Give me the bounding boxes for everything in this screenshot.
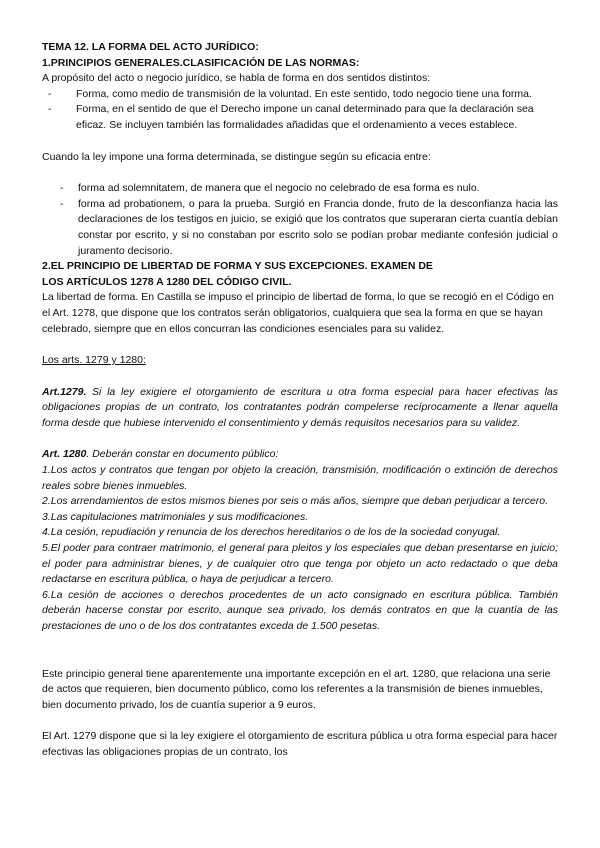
dash-marker: - — [48, 87, 52, 100]
dash-marker: - — [48, 103, 52, 116]
intro-paragraph: A propósito del acto o negocio jurídico, se habla de forma en dos sentidos distintos: — [42, 72, 431, 85]
art-1280-text: . Deberán constar en documento público: — [86, 448, 279, 461]
arts-heading: Los arts. 1279 y 1280: — [42, 354, 146, 367]
sense-text: Forma, en el sentido de que el Derecho impone un canal determinado para que la declaración sea eficaz. Se incluyen también las formalidades añadidas que el ordenamiento a veces establece. — [76, 103, 534, 131]
list-item — [42, 197, 558, 259]
art-1280-item: 3.Las capitulaciones matrimoniales y sus modificaciones. — [42, 510, 309, 523]
art-1279-text: Si la ley exigiere el otorgamiento de escritura u otra forma especial para hacer efectivas las obligaciones propias de un contrato, los contratantes podrán compelerse recíprocamente a llenar aquella forma desde que hubiese intervenido el consentimiento y demás requisitos necesarios para su validez. — [42, 385, 558, 429]
list-item-text: forma ad probationem, o para la prueba. Surgió en Francia donde, fruto de la desconfianza hacia las declaraciones de los testigos en juicio, se exigió que los contratos que superaran cierta cuantía debían constar por escrito, y si no constaban por escrito solo se podían probar mediante confesión judicial o juramento decisorio. — [78, 197, 558, 257]
art-1280-item: 1.Los actos y contratos que tengan por objeto la creación, transmisión, modificación o extinción de derechos reales sobre bienes inmuebles. — [42, 464, 558, 492]
art-1280-intro — [42, 447, 558, 463]
art-1280-label: Art. 1280 — [42, 448, 87, 461]
art-1280-item: 2.Los arrendamientos de estos mismos bienes por seis o más años, siempre que deban perjudicar a tercero. — [42, 495, 549, 508]
efficacy-intro: Cuando la ley impone una forma determinada, se distingue según su eficacia entre: — [42, 150, 431, 163]
dash-marker: - — [60, 182, 64, 195]
list-item — [42, 181, 558, 197]
sense-item — [42, 87, 558, 103]
section-2-heading-line1: 2.EL PRINCIPIO DE LIBERTAD DE FORMA Y SUS EXCEPCIONES. EXAMEN DE — [42, 260, 433, 273]
section-2-paragraph: La libertad de forma. En Castilla se impuso el principio de libertad de forma, lo que se recogió en el Código en el Art. 1278, que dispone que los contratos serán obligatorios, cualquiera que sea la forma en que se hayan celebrado, siempre que en ellos concurran las condiciones esenciales para su validez. — [42, 291, 554, 335]
doc-title: TEMA 12. LA FORMA DEL ACTO JURÍDICO: — [42, 41, 259, 53]
art-1280-item: 4.La cesión, repudiación y renuncia de los derechos hereditarios o de los de la sociedad conyugal. — [42, 526, 501, 539]
final-paragraph: El Art. 1279 dispone que si la ley exigiere el otorgamiento de escritura pública u otra forma especial para hacer efectivas las obligaciones propias de un contrato, los — [42, 730, 558, 758]
art-1279-paragraph — [42, 385, 558, 432]
exception-paragraph: Este principio general tiene aparentemente una importante excepción en el art. 1280, que relaciona una serie de actos que requieren, bien documento público, como los referentes a la transmisión de bienes inmuebles, bien documento privado, los de cuantía superior a 9 euros. — [42, 667, 551, 711]
art-1280-item: 6.La cesión de acciones o derechos procedentes de un acto consignado en escritura pública. También deberán hacerse constar por escrito, aunque sea privado, los demás contratos en que la cuantía de las prestaciones de uno o de los dos contratantes exceda de 1.500 pesetas. — [42, 588, 558, 632]
efficacy-list — [42, 181, 558, 259]
list-item-text: forma ad solemnitatem, de manera que el negocio no celebrado de esa forma es nulo. — [78, 182, 480, 195]
sense-text: Forma, como medio de transmisión de la voluntad. En este sentido, todo negocio tiene una forma. — [76, 87, 532, 100]
sense-item — [42, 102, 558, 133]
art-1280-item: 5.El poder para contraer matrimonio, el general para pleitos y los especiales que deban presentarse en juicio; el poder para administrar bienes, y de cualquier otro que tenga por objeto un acto redactado o que deba redactarse en escritura pública, o haya de perjudicar a tercero. — [42, 542, 558, 586]
art-1279-label: Art.1279. — [42, 385, 87, 398]
section-2-heading-line2: LOS ARTÍCULOS 1278 A 1280 DEL CÓDIGO CIVIL. — [42, 275, 292, 288]
dash-marker: - — [60, 197, 64, 210]
section-1-heading: 1.PRINCIPIOS GENERALES.CLASIFICACIÓN DE LAS NORMAS: — [42, 56, 360, 69]
